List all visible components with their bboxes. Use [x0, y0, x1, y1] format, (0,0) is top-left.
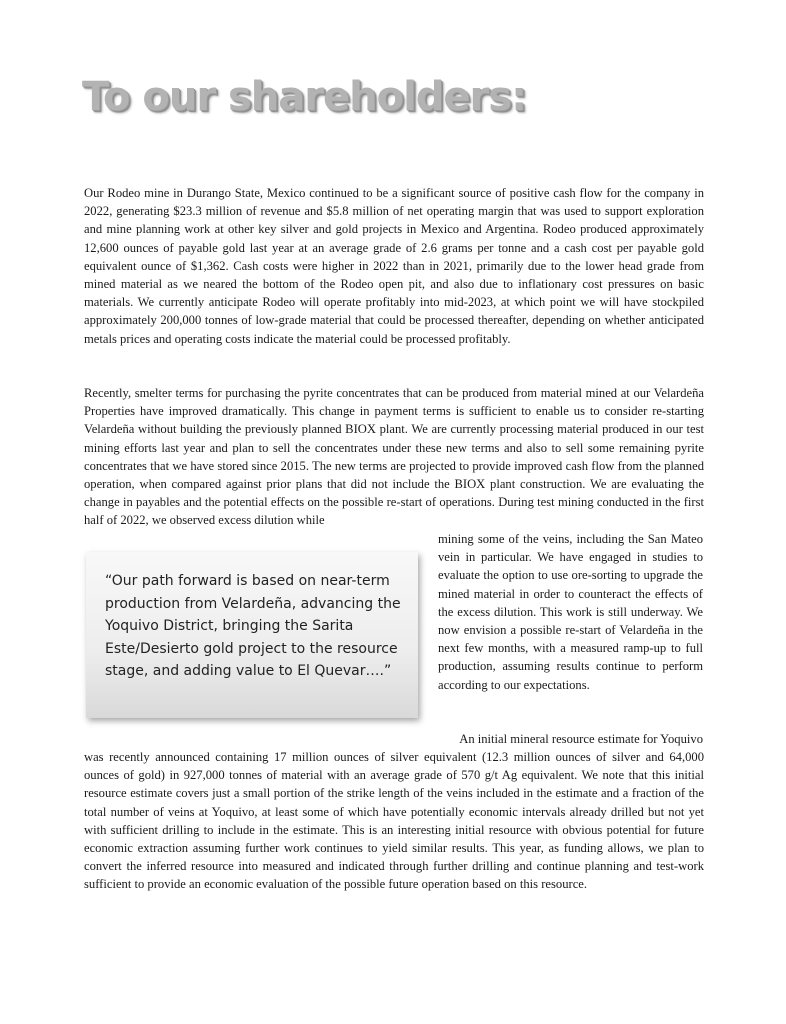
pull-quote-text: “Our path forward is based on near-term production from Velardeña, advancing the Yoquivo District, bringing the Sarita Este/Desierto gold project to the resource stage, and adding value to El Quevar….”	[105, 573, 401, 679]
paragraph-rodeo: Our Rodeo mine in Durango State, Mexico continued to be a significant source of positive cash flow for the company in 2022, generating $23.3 million of revenue and $5.8 million of net operating margin that was used to support exploration and mine planning work at other key silver and gold projects in Mexico and Argentina. Rodeo produced approximately 12,600 ounces of payable gold last year at an average grade of 2.6 grams per tonne and a cash cost per payable gold equivalent ounce of $1,362. Cash costs were higher in 2022 than in 2021, primarily due to the lower head grade from mined material as we neared the bottom of the Rodeo open pit, and also due to inflationary cost pressures on basic materials. We currently anticipate Rodeo will operate profitably into mid-2023, at which point we will have stockpiled approximately 200,000 tonnes of low-grade material that could be processed thereafter, depending on whether anticipated metals prices and operating costs indicate the material could be processed profitably.	[84, 186, 704, 346]
pull-quote-box	[86, 552, 418, 718]
page-title: To our shareholders:	[82, 74, 527, 120]
paragraph-velardena: Recently, smelter terms for purchasing the pyrite concentrates that can be produced from material mined at our Velardeña Properties have improved dramatically. This change in payment terms is sufficient to enable us to consider re-starting Velardeña without building the previously planned BIOX plant. We are currently processing material produced in our test mining efforts last year and plan to sell the concentrates under these new terms and also to sell some remaining pyrite concentrates that we have stored since 2015. The new terms are projected to provide improved cash flow from the planned operation, when compared against prior plans that did not include the BIOX plant construction. We are evaluating the change in payables and the potential effects on the possible re-start of operations. During test mining conducted in the first half of 2022, we observed excess dilution while	[84, 386, 704, 528]
paragraph-yoquivo-lead: An initial mineral resource estimate for Yoquivo	[459, 732, 703, 746]
paragraph-velardena-continued: mining some of the veins, including the San Mateo vein in particular. We have engaged in studies to evaluate the option to use ore-sorting to upgrade the mined material in order to counteract the effects of the excess dilution. This work is still underway. We now envision a possible re-start of Velardeña in the next few months, with a measured ramp-up to full production, assuming results continue to perform according to our expectations.	[438, 532, 703, 692]
paragraph-yoquivo: was recently announced containing 17 million ounces of silver equivalent (12.3 million ounces of silver and 64,000 ounces of gold) in 927,000 tonnes of material with an average grade of 570 g/t Ag equivalent. We note that this initial resource estimate covers just a small portion of the strike length of the veins included in the estimate and a fraction of the total number of veins at Yoquivo, at least some of which have potentially economic intervals already drilled but not yet with sufficient drilling to include in the estimate. This is an interesting initial resource with obvious potential for future economic extraction assuming further work continues to yield similar results. This year, as funding allows, we plan to convert the inferred resource into measured and indicated through further drilling and continue planning and test-work sufficient to provide an economic evaluation of the possible future operation based on this resource.	[84, 750, 704, 892]
